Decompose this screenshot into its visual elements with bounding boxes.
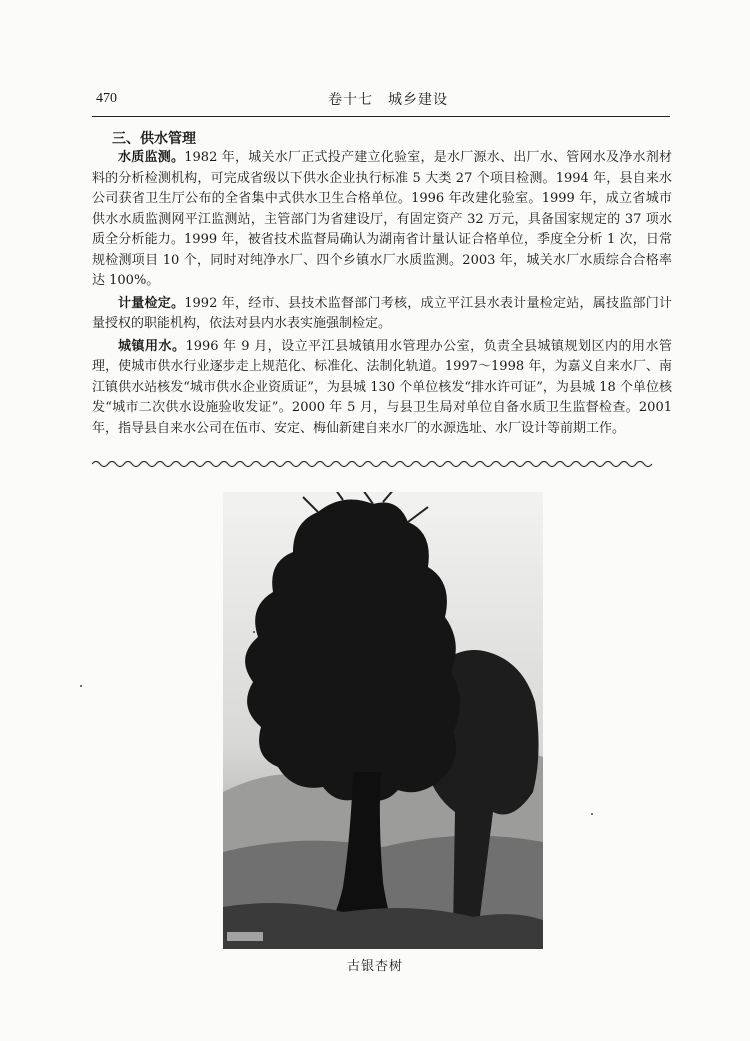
paragraph-metering bbox=[92, 294, 672, 335]
running-head: 卷十七 城乡建设 bbox=[328, 92, 448, 108]
run-in-heading: 计量检定。 bbox=[118, 295, 185, 311]
paragraph-water-quality bbox=[92, 148, 672, 292]
scan-speck bbox=[80, 685, 82, 687]
paragraph-urban-water bbox=[92, 337, 672, 440]
page-number: 470 bbox=[96, 91, 117, 106]
figure-caption: 古银杏树 bbox=[346, 959, 403, 974]
paragraph-text: 1992 年，经市、县技术监督部门考核，成立平江县水表计量检定站，属技监部门计量授权的职能机构，依法对县内水表实施强制检定。 bbox=[92, 295, 672, 331]
header-rule bbox=[92, 116, 670, 117]
scan-speck bbox=[253, 631, 255, 633]
scan-speck bbox=[591, 813, 593, 815]
body-text bbox=[92, 148, 672, 439]
run-in-heading: 水质监测。 bbox=[118, 150, 185, 165]
run-in-heading: 城镇用水。 bbox=[118, 338, 186, 354]
page-header bbox=[96, 89, 668, 111]
ornamental-divider bbox=[92, 458, 670, 470]
paragraph-text: 1996 年 9 月，设立平江县城镇用水管理办公室，负责全县城镇规划区内的用水管理，使城市供水行业逐步走上规范化、标准化、法制化轨道。1997～1998 年，为嘉义自来水厂、南江镇供水站核发“城市供水企业资质证”，为县城 130 个单位核发“排水许可证”，为县城 18 个单位核发“城市二次供水设施验收发证”。2000 年 5 月，与县卫生局对单位自备水质卫生监督检查。2001 年，指导县自来水公司在伍市、安定、梅仙新建自来水厂的水源选址、水厂设计等前期工作。 bbox=[92, 338, 672, 436]
ginkgo-tree-photo bbox=[223, 492, 543, 949]
section-heading: 三、供水管理 bbox=[112, 131, 196, 147]
paragraph-text: 1982 年，城关水厂正式投产建立化验室，是水厂源水、出厂水、管网水及净水剂材料的分析检测机构，可完成省级以下供水企业执行标准 5 大类 27 个项目检测。1994 年，县自来水公司获省卫生厅公布的全省集中式供水卫生合格单位。1996 年改建化验室。1999 年，成立省城市供水水质监测网平江监测站，主管部门为省建设厅，有固定资产 32 万元，具备国家规定的 37 项水质全分析能力。1999 年，被省技术监督局确认为湖南省计量认证合格单位，季度全分析 1 次，日常规检测项目 10 个，同时对纯净水厂、四个乡镇水厂水质监测。2003 年，城关水厂水质综合合格率达 100%。 bbox=[92, 150, 672, 288]
